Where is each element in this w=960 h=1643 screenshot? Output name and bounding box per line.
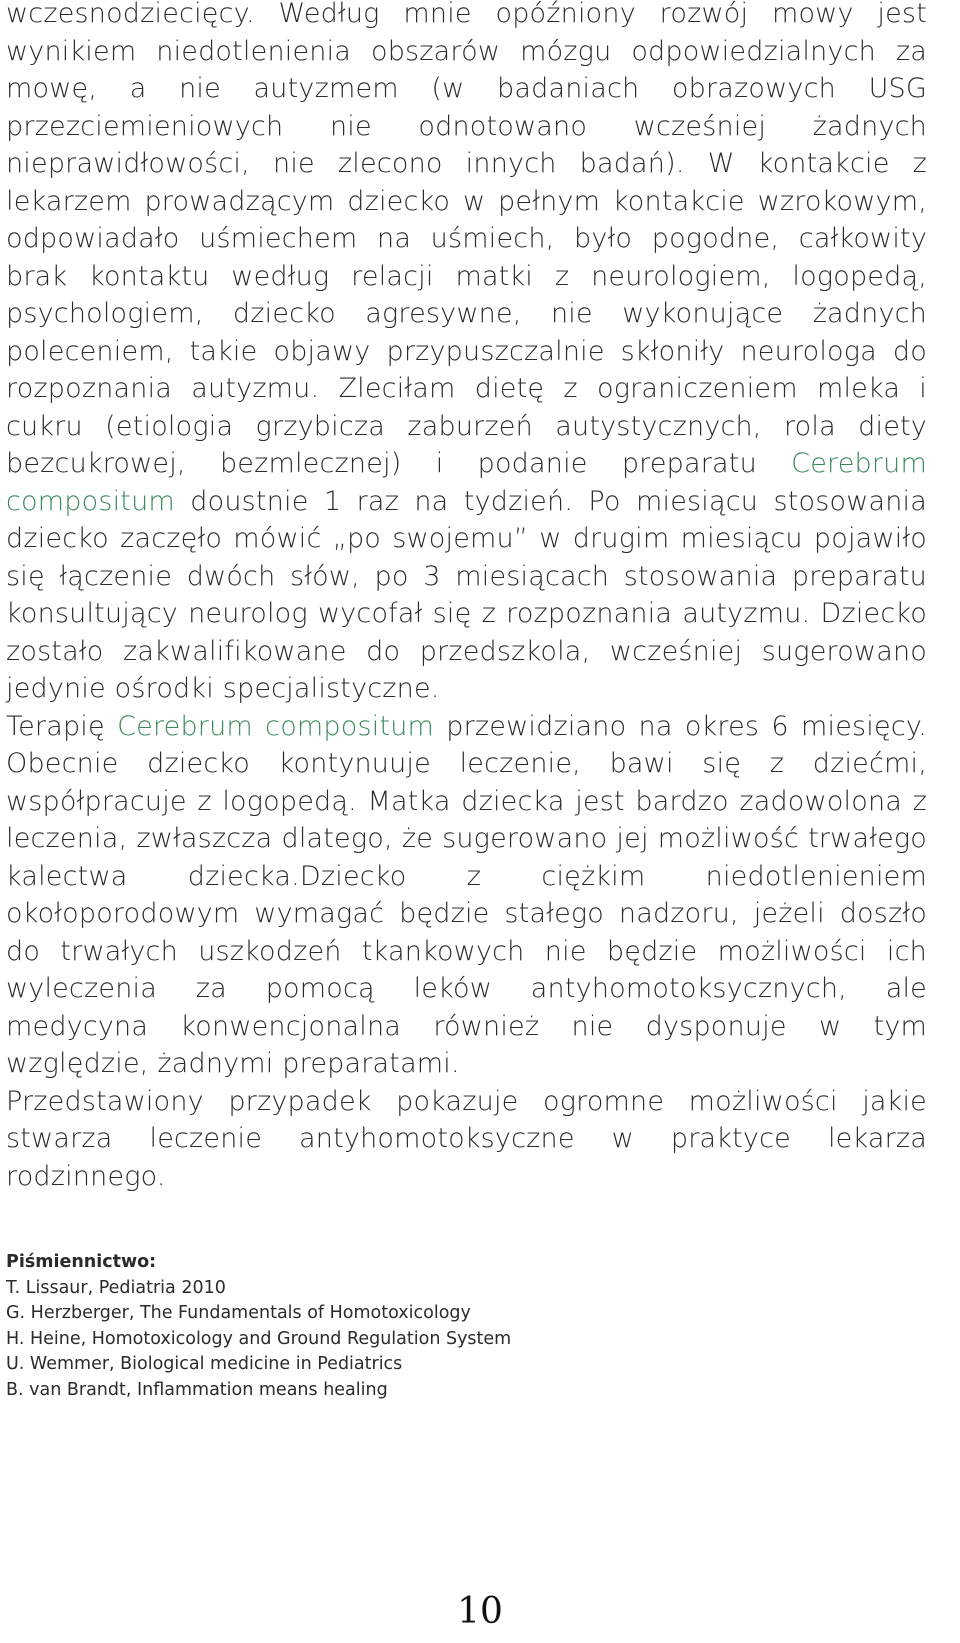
references-list — [6, 1276, 906, 1404]
paragraph-text: wczesnodziecięcy. Według mnie opóźniony rozwój mowy jest wynikiem niedotlenienia obszarów mózgu odpowiedzialnych za mowę, a nie autyzmem (w badaniach obrazowych USG przezciemieniowych nie odnotowano wcześniej żadnych nieprawidłowości, nie zlecono innych badań). W kontakcie z lekarzem prowadzącym dziecko w pełnym kontakcie wzrokowym, odpowiadało uśmiechem na uśmiech, było pogodne, całkowity brak kontaktu według relacji matki z neurologiem, logopedą, psychologiem, dziecko agresywne, nie wykonujące żadnych poleceniem, takie objawy przypuszczalnie skłoniły neurologa do rozpoznania autyzmu. Zleciłam dietę z ograniczeniem mleka i cukru (etiologia grzybicza zaburzeń autystycznych, rola diety bezcukrowej, bezmlecznej) i podanie preparatu — [6, 0, 927, 479]
references-heading: Piśmiennictwo: — [6, 1252, 157, 1272]
paragraph-case-description — [6, 0, 927, 708]
drug-name: Cerebrum compositum — [6, 448, 927, 517]
reference-item: H. Heine, Homotoxicology and Ground Regulation System — [6, 1328, 512, 1349]
paragraph-text: doustnie 1 raz na tydzień. Po miesiącu stosowania dziecko zaczęło mówić „po swojemu” w drugim miesiącu pojawiło się łączenie dwóch słów, po 3 miesiącach stosowania preparatu konsultujący neurolog wycofał się z rozpoznania autyzmu. Dziecko zostało zakwalifikowane do przedszkola, wcześniej sugerowano jedynie ośrodki specjalistyczne. — [6, 485, 927, 704]
paragraph-conclusion: Przedstawiony przypadek pokazuje ogromne możliwości jakie stwarza leczenie antyhomotoksyczne w praktyce lekarza rodzinnego. — [6, 1085, 927, 1192]
article-body — [6, 0, 927, 1195]
paragraph-therapy — [6, 708, 927, 1083]
reference-item: G. Herzberger, The Fundamentals of Homotoxicology — [6, 1303, 471, 1323]
reference-item: B. van Brandt, Inflammation means healing — [6, 1379, 388, 1400]
reference-item: T. Lissaur, Pediatria 2010 — [6, 1277, 226, 1298]
paragraph-text: Terapię — [6, 710, 105, 742]
drug-name: Cerebrum compositum — [117, 710, 435, 742]
reference-item: U. Wemmer, Biological medicine in Pediatrics — [6, 1354, 403, 1374]
paragraph-text: przewidziano na okres 6 miesięcy. Obecnie dziecko kontynuuje leczenie, bawi się z dziećmi, współpracuje z logopedą. Matka dziecka jest bardzo zadowolona z leczenia, zwłaszcza dlatego, że sugerowano jej możliwość trwałego kalectwa dziecka.Dziecko z ciężkim niedotlenieniem okołoporodowym wymagać będzie stałego nadzoru, jeżeli doszło do trwałych uszkodzeń tkankowych nie będzie możliwości ich wyleczenia za pomocą leków antyhomotoksycznych, ale medycyna konwencjonalna również nie dysponuje w tym względzie, żadnymi preparatami. — [6, 710, 927, 1079]
page-number: 10 — [457, 1591, 503, 1632]
references-section — [6, 1250, 906, 1403]
